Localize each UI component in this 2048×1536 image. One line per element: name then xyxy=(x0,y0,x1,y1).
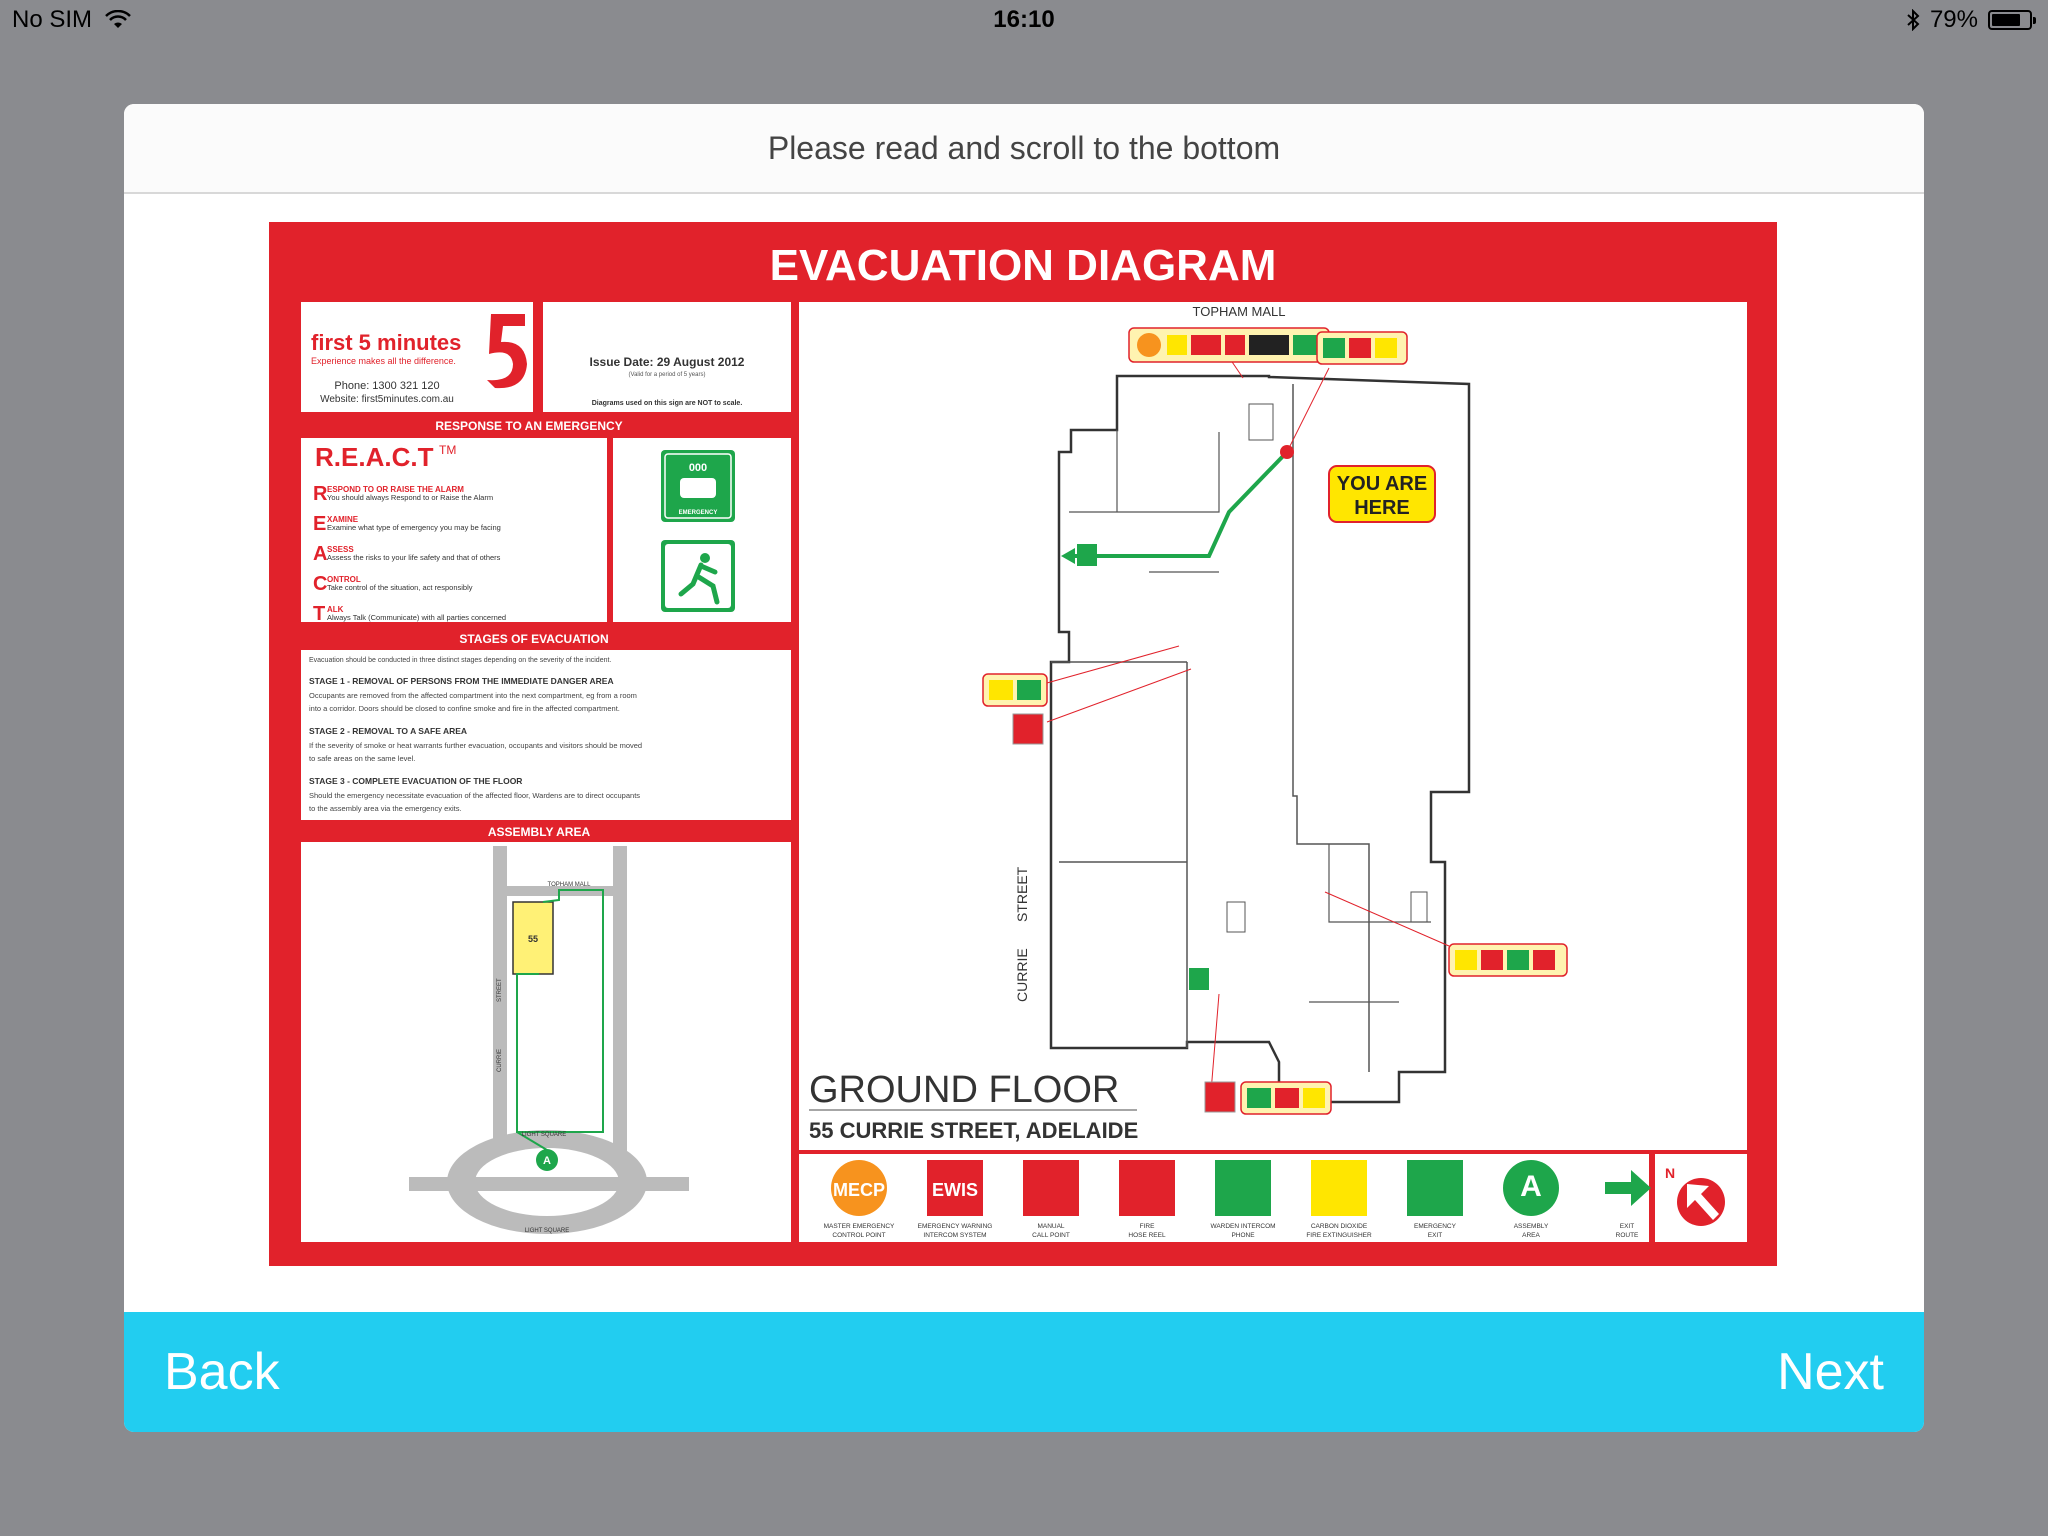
next-button[interactable]: Next xyxy=(1777,1343,1884,1401)
legend-item xyxy=(1210,1160,1275,1239)
legend-label: HOSE REEL xyxy=(1128,1232,1166,1239)
react-heading: ESPOND TO OR RAISE THE ALARM xyxy=(327,485,464,494)
you-are-here-line1: YOU ARE xyxy=(1336,473,1428,495)
brand-tagline: Experience makes all the difference. xyxy=(311,356,456,366)
react-letter: T xyxy=(313,603,326,625)
assembly-header: ASSEMBLY AREA xyxy=(487,825,591,839)
react-letter: E xyxy=(313,513,327,535)
brand-phone: Phone: 1300 321 120 xyxy=(334,380,440,392)
svg-text:A: A xyxy=(543,1155,551,1167)
brand-name: first 5 minutes xyxy=(311,330,462,355)
fire-control-room-icon xyxy=(1249,335,1289,355)
stage-line: to the assembly area via the emergency exits. xyxy=(309,804,462,813)
stage-title: STAGE 3 - COMPLETE EVACUATION OF THE FLOOR xyxy=(309,776,523,786)
back-button[interactable]: Back xyxy=(164,1343,280,1401)
plan-exit-icon-2 xyxy=(1189,968,1209,990)
stages-list xyxy=(309,676,642,813)
plan-side-street-1: CURRIE xyxy=(1014,948,1030,1002)
emergency-exit-icon xyxy=(1407,1160,1463,1216)
legend-label: MASTER EMERGENCY xyxy=(823,1223,895,1230)
legend-label: FIRE EXTINGUISHER xyxy=(1306,1232,1372,1239)
legend-label: WARDEN INTERCOM xyxy=(1210,1223,1276,1230)
you-are-here-line2: HERE xyxy=(1354,497,1410,519)
react-text: Always Talk (Communicate) with all parties concerned xyxy=(327,613,507,622)
legend-label: INTERCOM SYSTEM xyxy=(923,1232,987,1239)
react-tm: TM xyxy=(439,443,457,457)
legend-label: ASSEMBLY xyxy=(1513,1223,1549,1230)
stage-line: to safe areas on the same level. xyxy=(309,754,416,763)
running-man-exit-icon xyxy=(661,540,735,612)
north-arrow-icon xyxy=(1677,1178,1725,1226)
assembly-light-square-bottom: LIGHT SQUARE xyxy=(524,1228,570,1234)
scale-note: Diagrams used on this sign are NOT to scale. xyxy=(591,400,743,407)
stages-intro: Evacuation should be conducted in three distinct stages depending on the severity of the incident. xyxy=(309,657,612,664)
legend-item xyxy=(1306,1160,1372,1239)
brand-website: Website: first5minutes.com.au xyxy=(320,394,454,405)
legend-label: EXIT xyxy=(1619,1223,1635,1230)
emergency-phone-number: 000 xyxy=(688,462,708,474)
response-header: RESPONSE TO AN EMERGENCY xyxy=(435,419,623,433)
react-text: Assess the risks to your life safety and that of others xyxy=(327,553,501,562)
assembly-light-square: LIGHT SQUARE xyxy=(521,1132,567,1138)
emergency-phone-icon xyxy=(661,450,735,522)
floor-name: GROUND FLOOR xyxy=(809,1069,1120,1111)
extinguisher-icon xyxy=(1167,335,1187,355)
emergency-label: EMERGENCY xyxy=(678,510,718,516)
equipment-cluster-top-right xyxy=(1317,332,1407,364)
assembly-currie: CURRIE xyxy=(497,1048,503,1072)
legend-item xyxy=(1407,1160,1463,1239)
legend xyxy=(824,1160,1651,1239)
react-letter: A xyxy=(313,543,328,565)
ewis-icon xyxy=(1191,335,1221,355)
legend-item xyxy=(918,1160,993,1239)
react-heading: SSESS xyxy=(327,545,354,554)
battery-fill xyxy=(1992,14,2020,26)
manual-call-point-icon xyxy=(1023,1160,1079,1216)
battery-icon xyxy=(1988,10,2032,30)
legend-label: FIRE xyxy=(1139,1223,1155,1230)
legend-label: EMERGENCY xyxy=(1414,1223,1456,1230)
manual-call-point-icon xyxy=(1225,335,1245,355)
battery-percent: 79% xyxy=(1929,6,1978,33)
you-are-here-marker xyxy=(1280,445,1294,459)
nav-footer xyxy=(124,1312,1924,1432)
issue-valid-note: (Valid for a period of 5 years) xyxy=(628,372,706,378)
status-bar xyxy=(0,0,2048,40)
agreement-modal xyxy=(124,104,1924,1432)
legend-label: EXIT xyxy=(1427,1232,1443,1239)
react-text: You should always Respond to or Raise the Alarm xyxy=(327,493,494,502)
react-heading: XAMINE xyxy=(327,515,359,524)
stages-header: STAGES OF EVACUATION xyxy=(459,632,609,646)
legend-label: EMERGENCY WARNING xyxy=(917,1223,993,1230)
legend-icon-text: A xyxy=(1520,1170,1542,1203)
legend-label: MANUAL xyxy=(1037,1223,1065,1230)
building-number: 55 xyxy=(527,934,539,944)
assembly-topham: TOPHAM MALL xyxy=(547,882,591,888)
fire-hose-reel-icon xyxy=(1119,1160,1175,1216)
carrier-label: No SIM xyxy=(12,6,93,33)
legend-label: ROUTE xyxy=(1615,1232,1639,1239)
extinguisher-icon xyxy=(1311,1160,1367,1216)
react-title: R.E.A.C.T xyxy=(315,442,434,472)
react-heading: ONTROL xyxy=(327,575,361,584)
legend-icon-text: MECP xyxy=(832,1180,886,1200)
building-address: 55 CURRIE STREET, ADELAIDE xyxy=(809,1118,1139,1143)
stage-title: STAGE 1 - REMOVAL OF PERSONS FROM THE IMMEDIATE DANGER AREA xyxy=(309,676,614,686)
poster-title: EVACUATION DIAGRAM xyxy=(769,241,1277,290)
legend-label: CARBON DIOXIDE xyxy=(1310,1223,1368,1230)
plan-exit-icon xyxy=(1077,544,1097,566)
north-label: N xyxy=(1665,1165,1676,1181)
plan-top-street: TOPHAM MALL xyxy=(1192,304,1286,319)
equipment-cluster-bottom xyxy=(1205,1082,1331,1114)
plan-side-street-2: STREET xyxy=(1014,866,1030,922)
react-letter: C xyxy=(313,573,328,595)
issue-date: Issue Date: 29 August 2012 xyxy=(589,355,745,369)
stage-line: Should the emergency necessitate evacuation of the affected floor, Wardens are to direct occupants xyxy=(309,791,641,800)
react-heading: ALK xyxy=(327,605,344,614)
stage-line: Occupants are removed from the affected compartment into the next compartment, eg from a room xyxy=(309,691,637,700)
react-text: Take control of the situation, act responsibly xyxy=(327,583,473,592)
stage-line: If the severity of smoke or heat warrants further evacuation, occupants and visitors should be moved xyxy=(309,741,643,750)
legend-label: PHONE xyxy=(1231,1232,1255,1239)
react-letter: R xyxy=(313,483,328,505)
evacuation-diagram xyxy=(269,222,1777,1266)
stage-line: into a corridor. Doors should be closed to confine smoke and fire in the affected compartment. xyxy=(309,704,620,713)
bluetooth-icon xyxy=(1906,9,1920,31)
legend-label: CONTROL POINT xyxy=(832,1232,886,1239)
legend-icon-text: EWIS xyxy=(931,1180,979,1200)
equipment-cluster-right xyxy=(1449,944,1567,976)
stage-title: STAGE 2 - REMOVAL TO A SAFE AREA xyxy=(309,726,468,736)
clock: 16:10 xyxy=(993,6,1055,33)
equipment-cluster-top xyxy=(1129,328,1329,362)
modal-title: Please read and scroll to the bottom xyxy=(124,104,1924,194)
battery-status xyxy=(1906,6,2032,34)
assembly-street: STREET xyxy=(497,978,503,1002)
legend-label: CALL POINT xyxy=(1032,1232,1070,1239)
react-text: Examine what type of emergency you may be facing xyxy=(327,523,501,532)
scroll-content[interactable] xyxy=(124,194,1924,1312)
legend-label: AREA xyxy=(1522,1232,1540,1239)
warden-phone-icon xyxy=(1215,1160,1271,1216)
